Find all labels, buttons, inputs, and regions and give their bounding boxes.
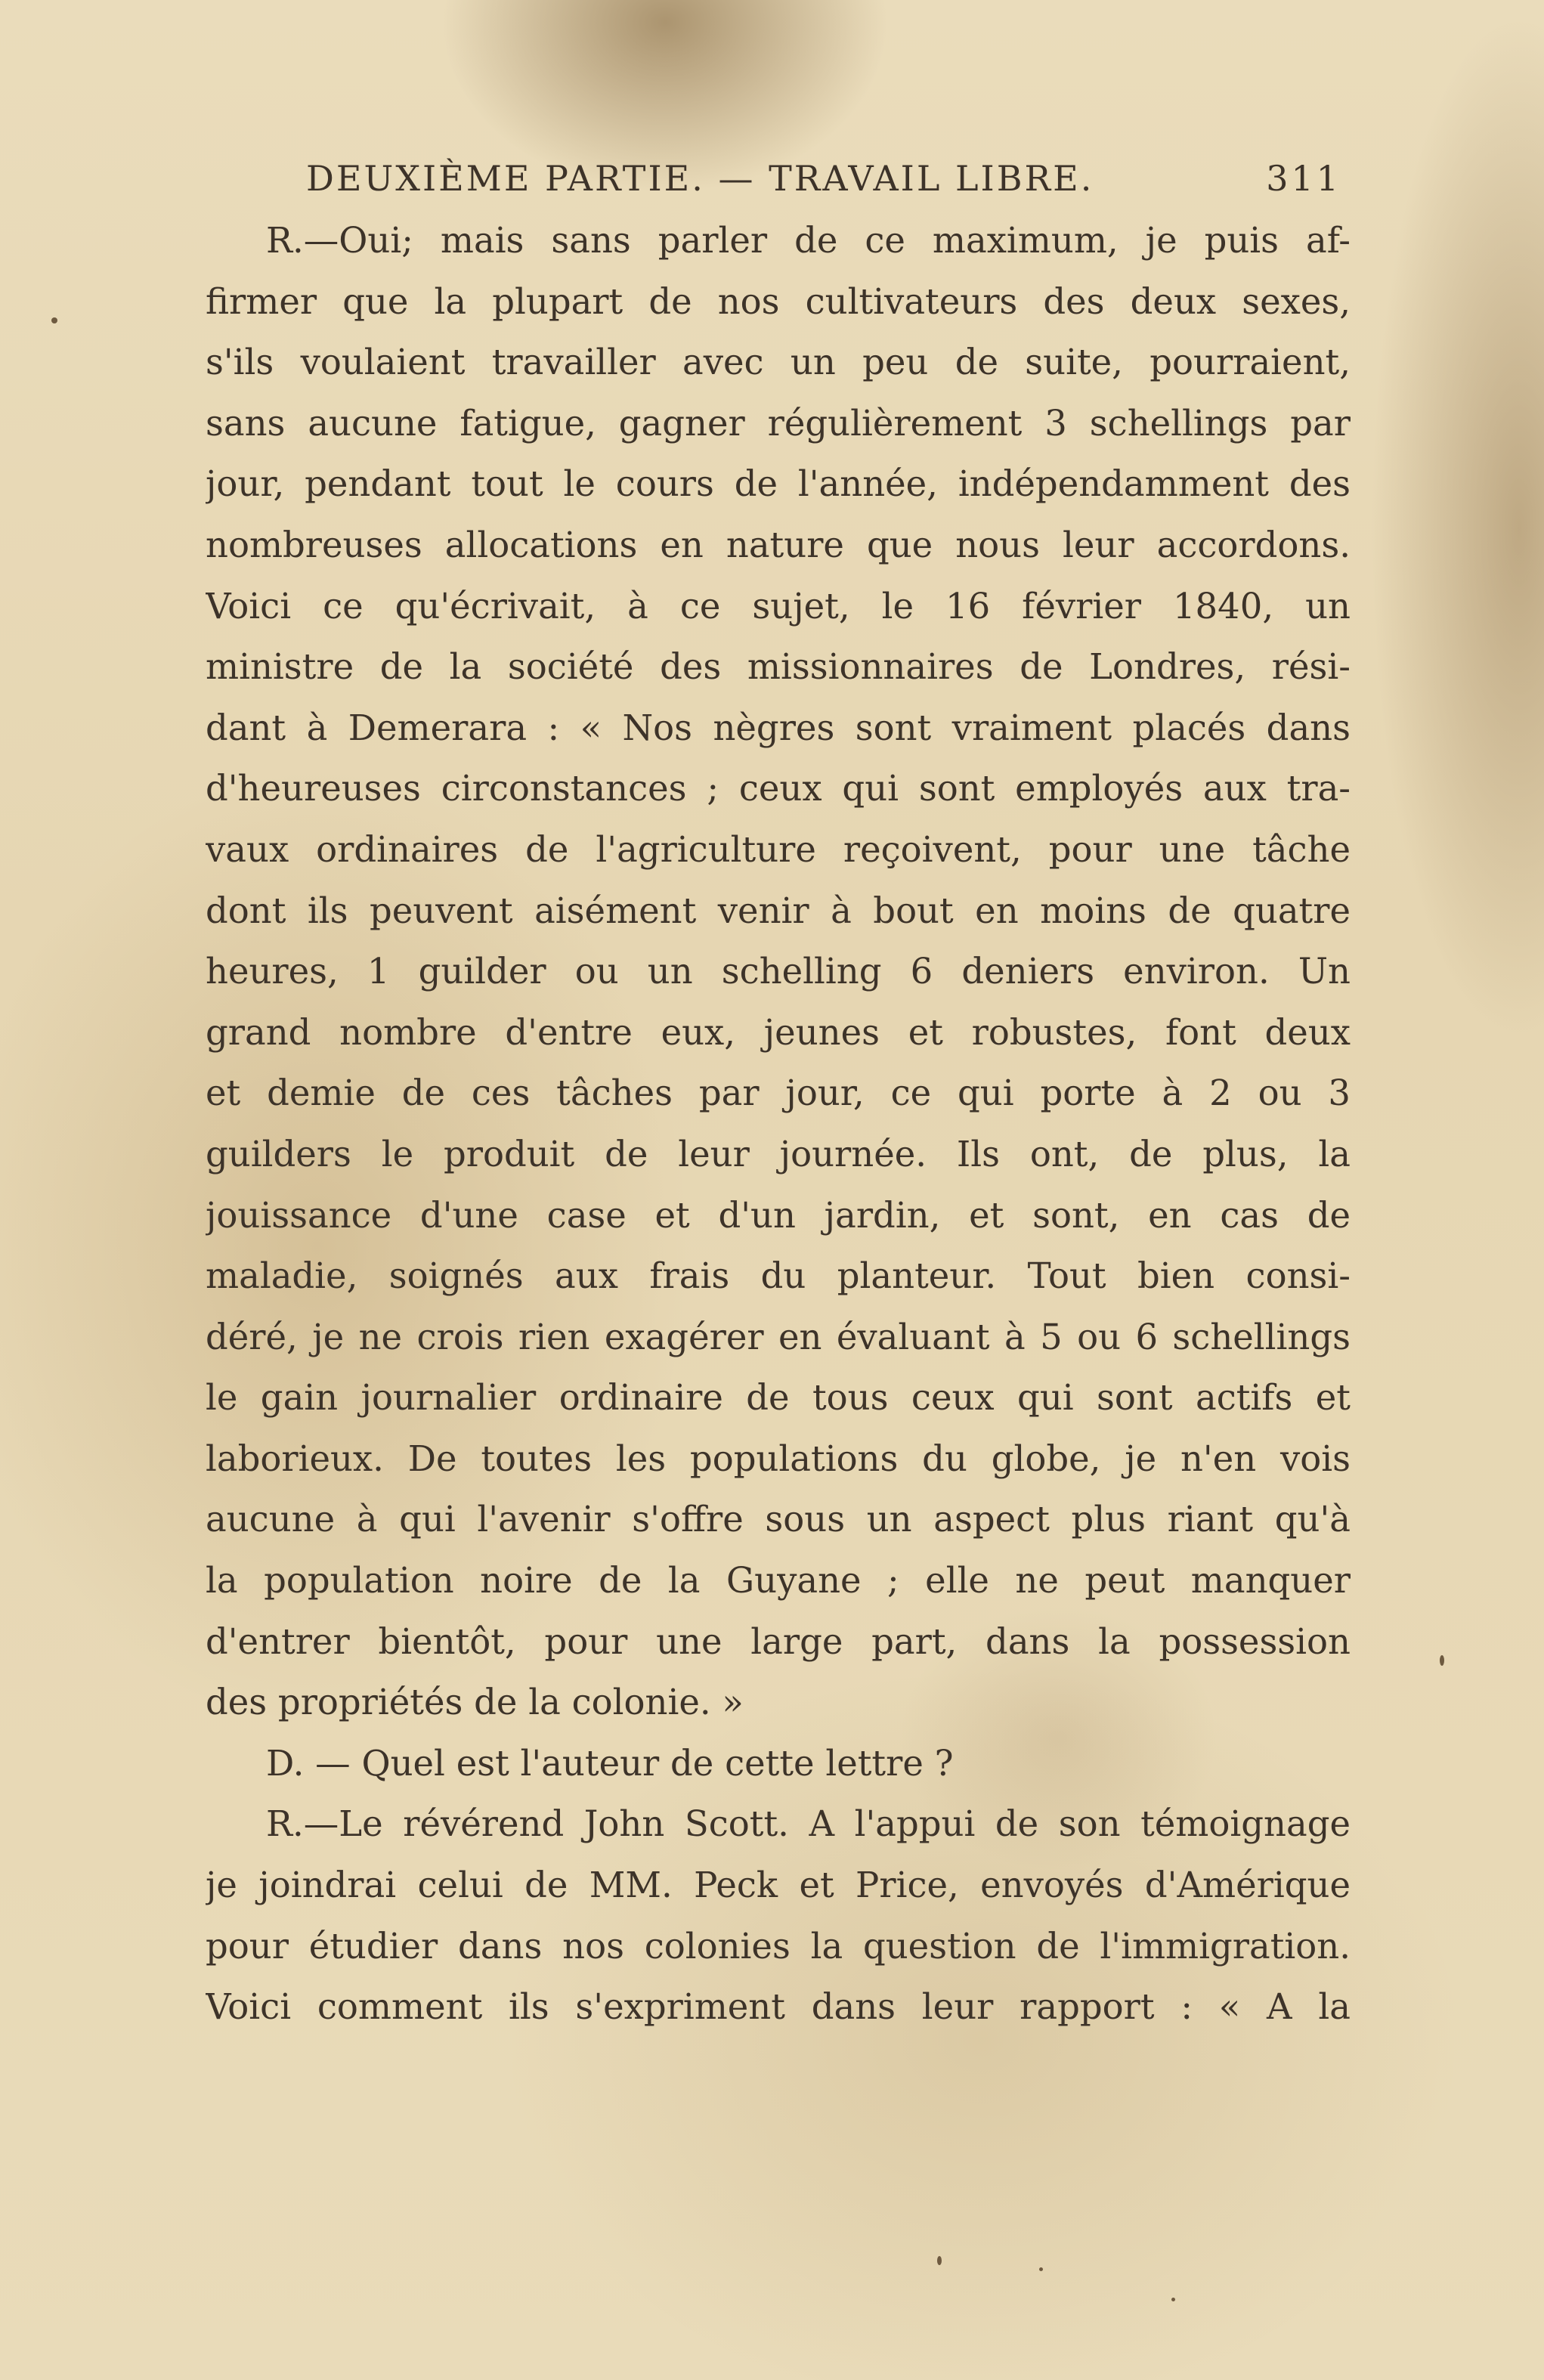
- paper-speck: [1171, 2298, 1175, 2301]
- text-line: dont ils peuvent aisément venir à bout en moins de quatre: [206, 890, 1351, 931]
- page-number: 311: [1266, 158, 1341, 199]
- text-line: des propriétés de la colonie. »: [206, 1682, 744, 1723]
- paper-speck: [937, 2256, 942, 2265]
- text-line: s'ils voulaient travailler avec un peu de suite, pourraient,: [206, 342, 1351, 383]
- text-line: et demie de ces tâches par jour, ce qui porte à 2 ou 3: [206, 1072, 1351, 1114]
- text-line: Voici ce qu'écrivait, à ce sujet, le 16 février 1840, un: [206, 585, 1351, 627]
- text-line: nombreuses allocations en nature que nous leur accordons.: [206, 524, 1351, 565]
- paper-speck: [1039, 2267, 1043, 2271]
- paper-speck: [51, 317, 57, 323]
- text-line: sans aucune fatigue, gagner régulièrement 3 schellings par: [206, 402, 1351, 444]
- text-line: d'heureuses circonstances ; ceux qui sont employés aux tra-: [206, 768, 1351, 809]
- text-line: la population noire de la Guyane ; elle ne peut manquer: [206, 1560, 1351, 1602]
- text-line: guilders le produit de leur journée. Ils ont, de plus, la: [206, 1133, 1351, 1175]
- text-line: laborieux. De toutes les populations du globe, je n'en vois: [206, 1438, 1351, 1479]
- text-line: grand nombre d'entre eux, jeunes et robustes, font deux: [206, 1011, 1351, 1053]
- text-line: heures, 1 guilder ou un schelling 6 deniers environ. Un: [206, 951, 1351, 992]
- running-head-title: DEUXIÈME PARTIE. — TRAVAIL LIBRE.: [306, 158, 1094, 199]
- paper-speck: [1440, 1655, 1444, 1666]
- text-line: firmer que la plupart de nos cultivateurs des deux sexes,: [206, 280, 1351, 322]
- text-line: dant à Demerara : « Nos nègres sont vraiment placés dans: [206, 707, 1351, 748]
- text-line: R.—Le révérend John Scott. A l'appui de son témoignage: [266, 1803, 1351, 1845]
- text-line: D. — Quel est l'auteur de cette lettre ?: [266, 1742, 954, 1784]
- text-line: jour, pendant tout le cours de l'année, indépendamment des: [206, 463, 1351, 505]
- text-line: ministre de la société des missionnaires de Londres, rési-: [206, 646, 1351, 688]
- text-line: aucune à qui l'avenir s'offre sous un aspect plus riant qu'à: [206, 1499, 1351, 1540]
- text-line: vaux ordinaires de l'agriculture reçoivent, pour une tâche: [206, 828, 1351, 870]
- running-head: [306, 156, 1341, 201]
- text-line: d'entrer bientôt, pour une large part, dans la possession: [206, 1620, 1351, 1662]
- text-line: maladie, soignés aux frais du planteur. Tout bien consi-: [206, 1255, 1351, 1297]
- text-line: je joindrai celui de MM. Peck et Price, envoyés d'Amérique: [206, 1865, 1351, 1906]
- text-line: déré, je ne crois rien exagérer en évaluant à 5 ou 6 schellings: [206, 1316, 1351, 1357]
- text-line: R.—Oui; mais sans parler de ce maximum, je puis af-: [266, 220, 1351, 261]
- text-line: pour étudier dans nos colonies la question de l'immigration.: [206, 1925, 1351, 1967]
- text-line: Voici comment ils s'expriment dans leur rapport : « A la: [206, 1986, 1351, 2028]
- text-line: jouissance d'une case et d'un jardin, et sont, en cas de: [206, 1194, 1351, 1236]
- body-text: [206, 210, 1351, 2038]
- text-line: le gain journalier ordinaire de tous ceux qui sont actifs et: [206, 1377, 1351, 1419]
